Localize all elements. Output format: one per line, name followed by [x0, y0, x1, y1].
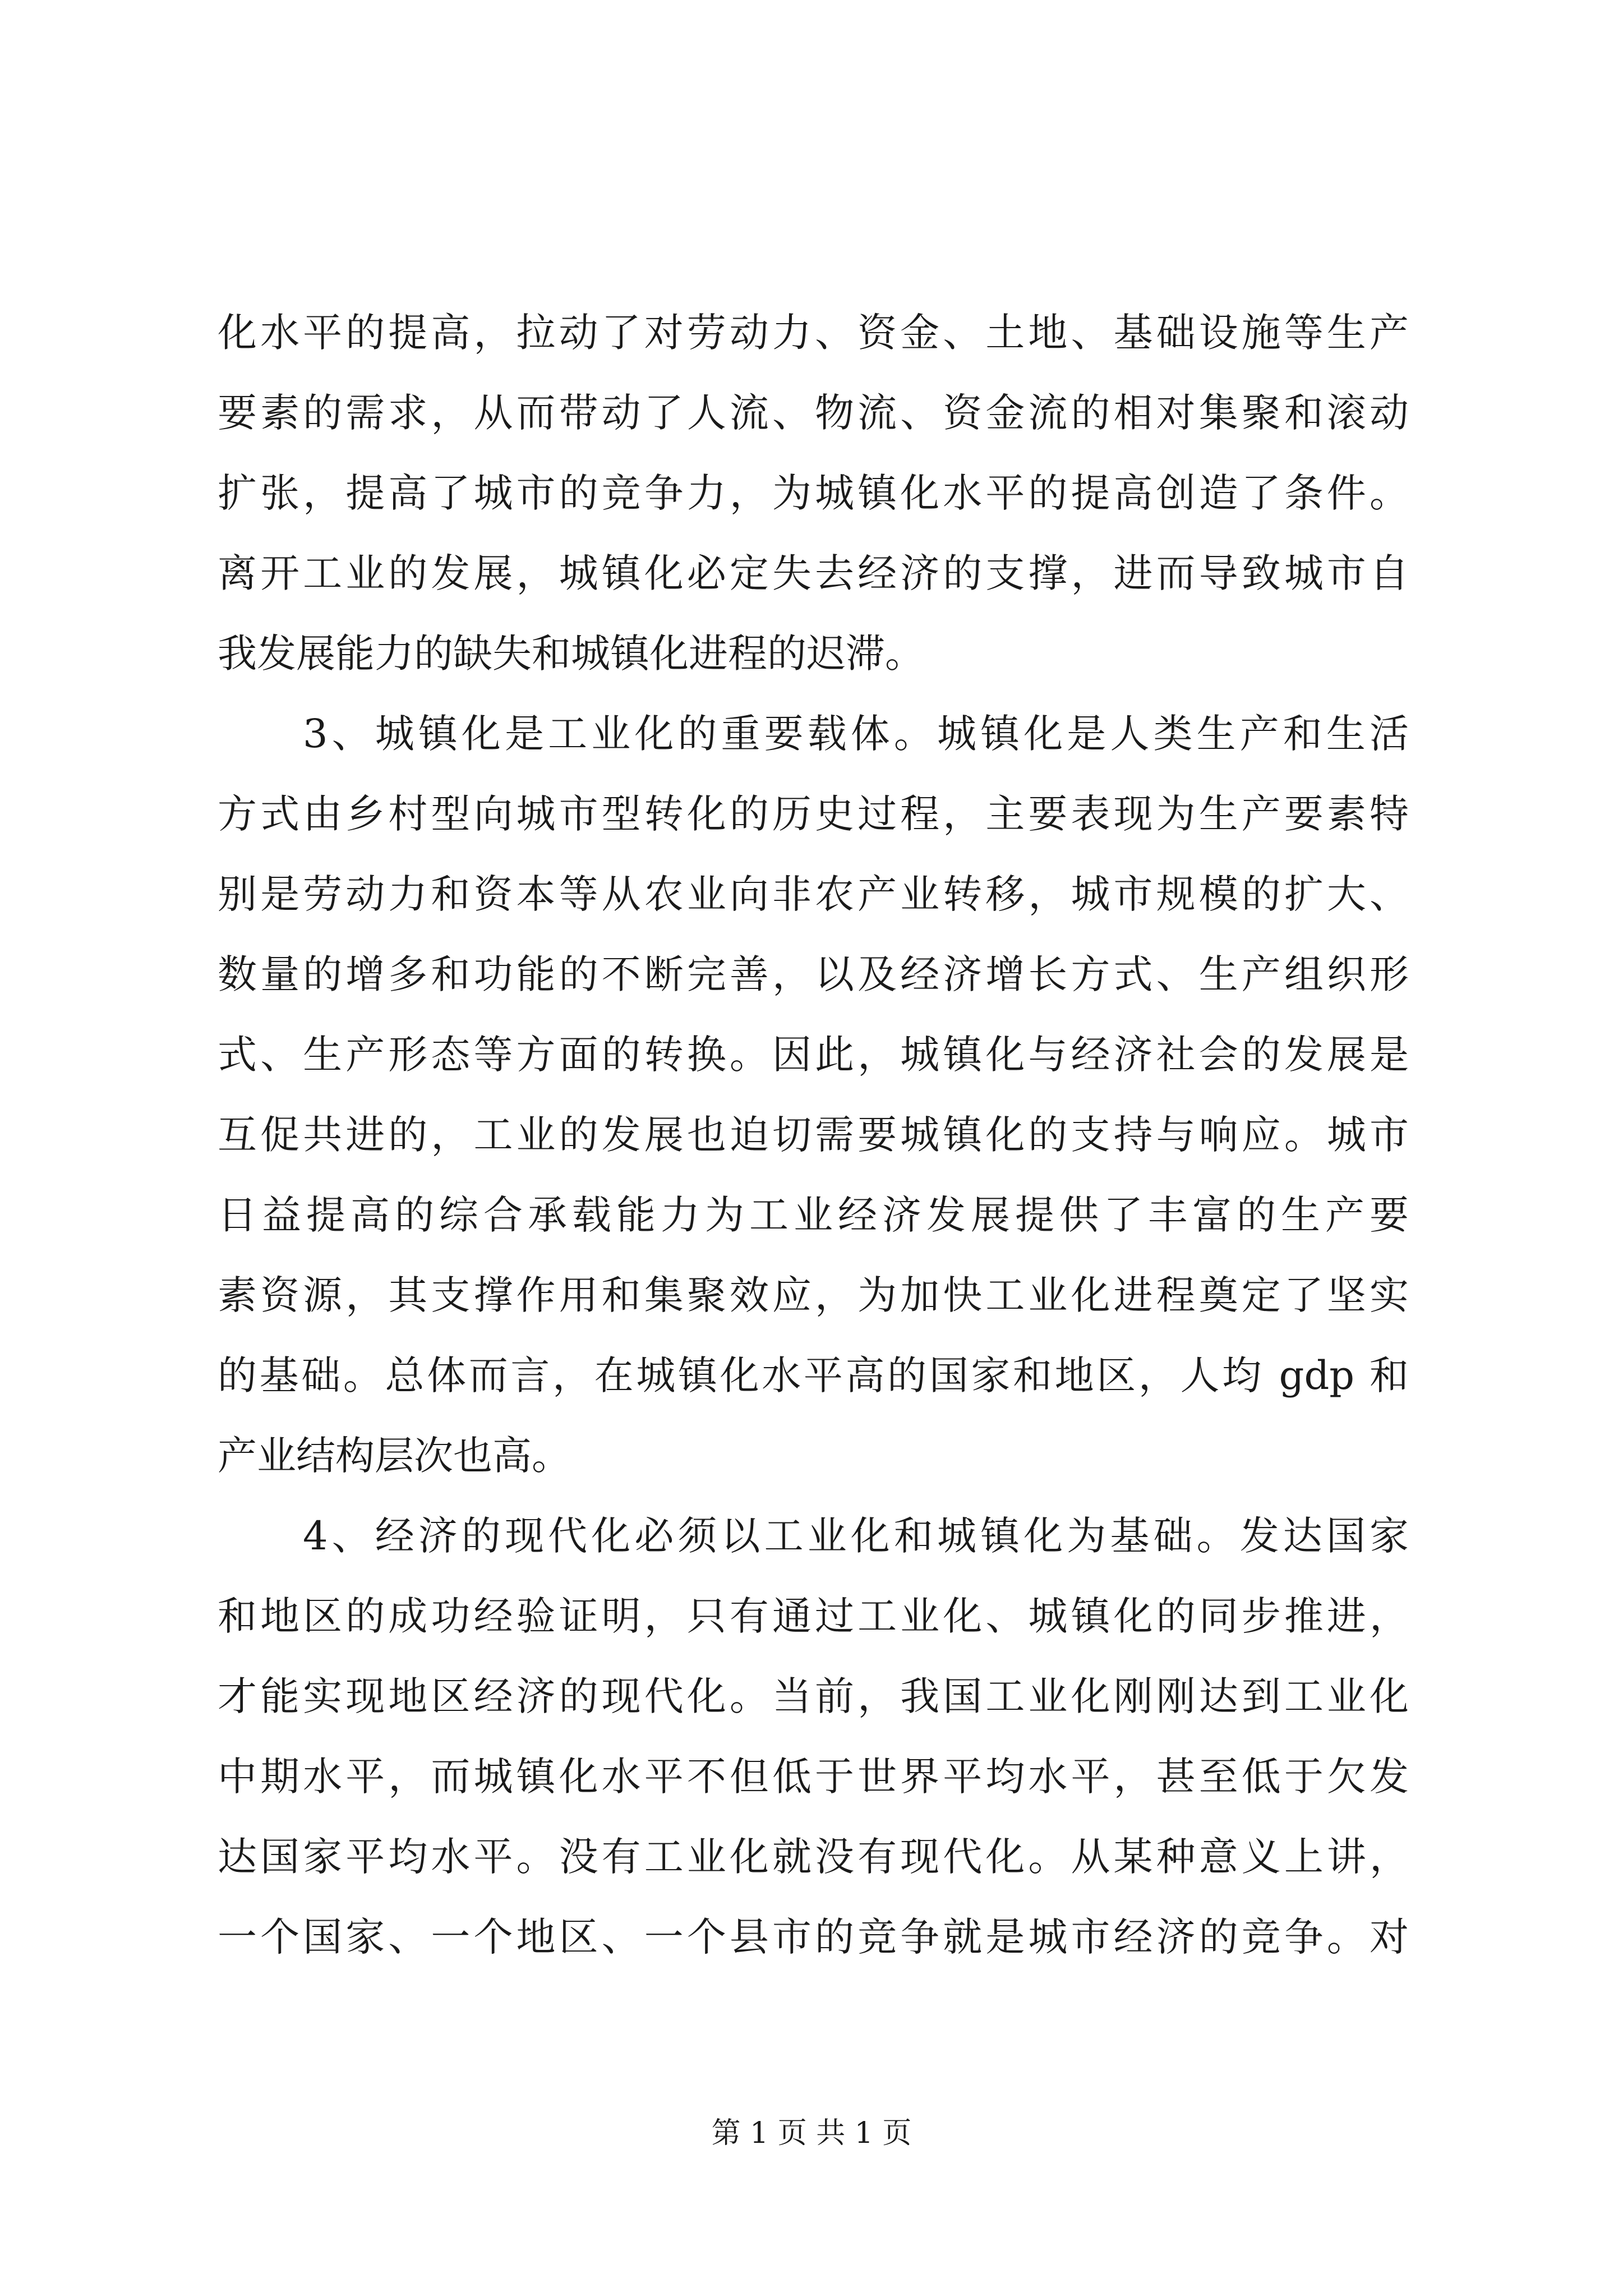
text-line: 别是劳动力和资本等从农业向非农产业转移，城市规模的扩大、	[218, 871, 1409, 917]
page-footer: 第 1 页 共 1 页	[711, 2116, 912, 2150]
paragraph-first-line: 4、经济的现代化必须以工业化和城镇化为基础。发达国家	[303, 1513, 1409, 1559]
text-line: 化水平的提高，拉动了对劳动力、资金、土地、基础设施等生产	[218, 310, 1409, 356]
text-line: 数量的增多和功能的不断完善，以及经济增长方式、生产组织形	[218, 951, 1409, 997]
text-line: 我发展能力的缺失和城镇化进程的迟滞。	[218, 631, 924, 677]
text-line: 中期水平，而城镇化水平不但低于世界平均水平，甚至低于欠发	[218, 1754, 1409, 1800]
text-line: 产业结构层次也高。	[218, 1433, 571, 1479]
text-line: 方式由乡村型向城市型转化的历史过程，主要表现为生产要素特	[218, 791, 1409, 837]
text-line: 日益提高的综合承载能力为工业经济发展提供了丰富的生产要	[218, 1192, 1409, 1238]
text-line: 达国家平均水平。没有工业化就没有现代化。从某种意义上讲，	[218, 1834, 1409, 1880]
text-line: 素资源，其支撑作用和集聚效应，为加快工业化进程奠定了坚实	[218, 1272, 1409, 1318]
text-line: 扩张，提高了城市的竞争力，为城镇化水平的提高创造了条件。	[218, 470, 1409, 516]
text-line: 要素的需求，从而带动了人流、物流、资金流的相对集聚和滚动	[218, 390, 1409, 436]
text-line: 离开工业的发展，城镇化必定失去经济的支撑，进而导致城市自	[218, 550, 1409, 596]
text-line: 和地区的成功经验证明，只有通过工业化、城镇化的同步推进，	[218, 1593, 1409, 1639]
text-line: 互促共进的，工业的发展也迫切需要城镇化的支持与响应。城市	[218, 1112, 1409, 1158]
paragraph-first-line: 3、城镇化是工业化的重要载体。城镇化是人类生产和生活	[303, 711, 1409, 757]
text-line: 式、生产形态等方面的转换。因此，城镇化与经济社会的发展是	[218, 1032, 1409, 1078]
document-body	[218, 293, 1409, 1977]
text-line: 一个国家、一个地区、一个县市的竞争就是城市经济的竞争。对	[218, 1914, 1409, 1960]
text-line: 的基础。总体而言，在城镇化水平高的国家和地区，人均 gdp 和	[218, 1352, 1409, 1398]
text-line: 才能实现地区经济的现代化。当前，我国工业化刚刚达到工业化	[218, 1673, 1409, 1719]
